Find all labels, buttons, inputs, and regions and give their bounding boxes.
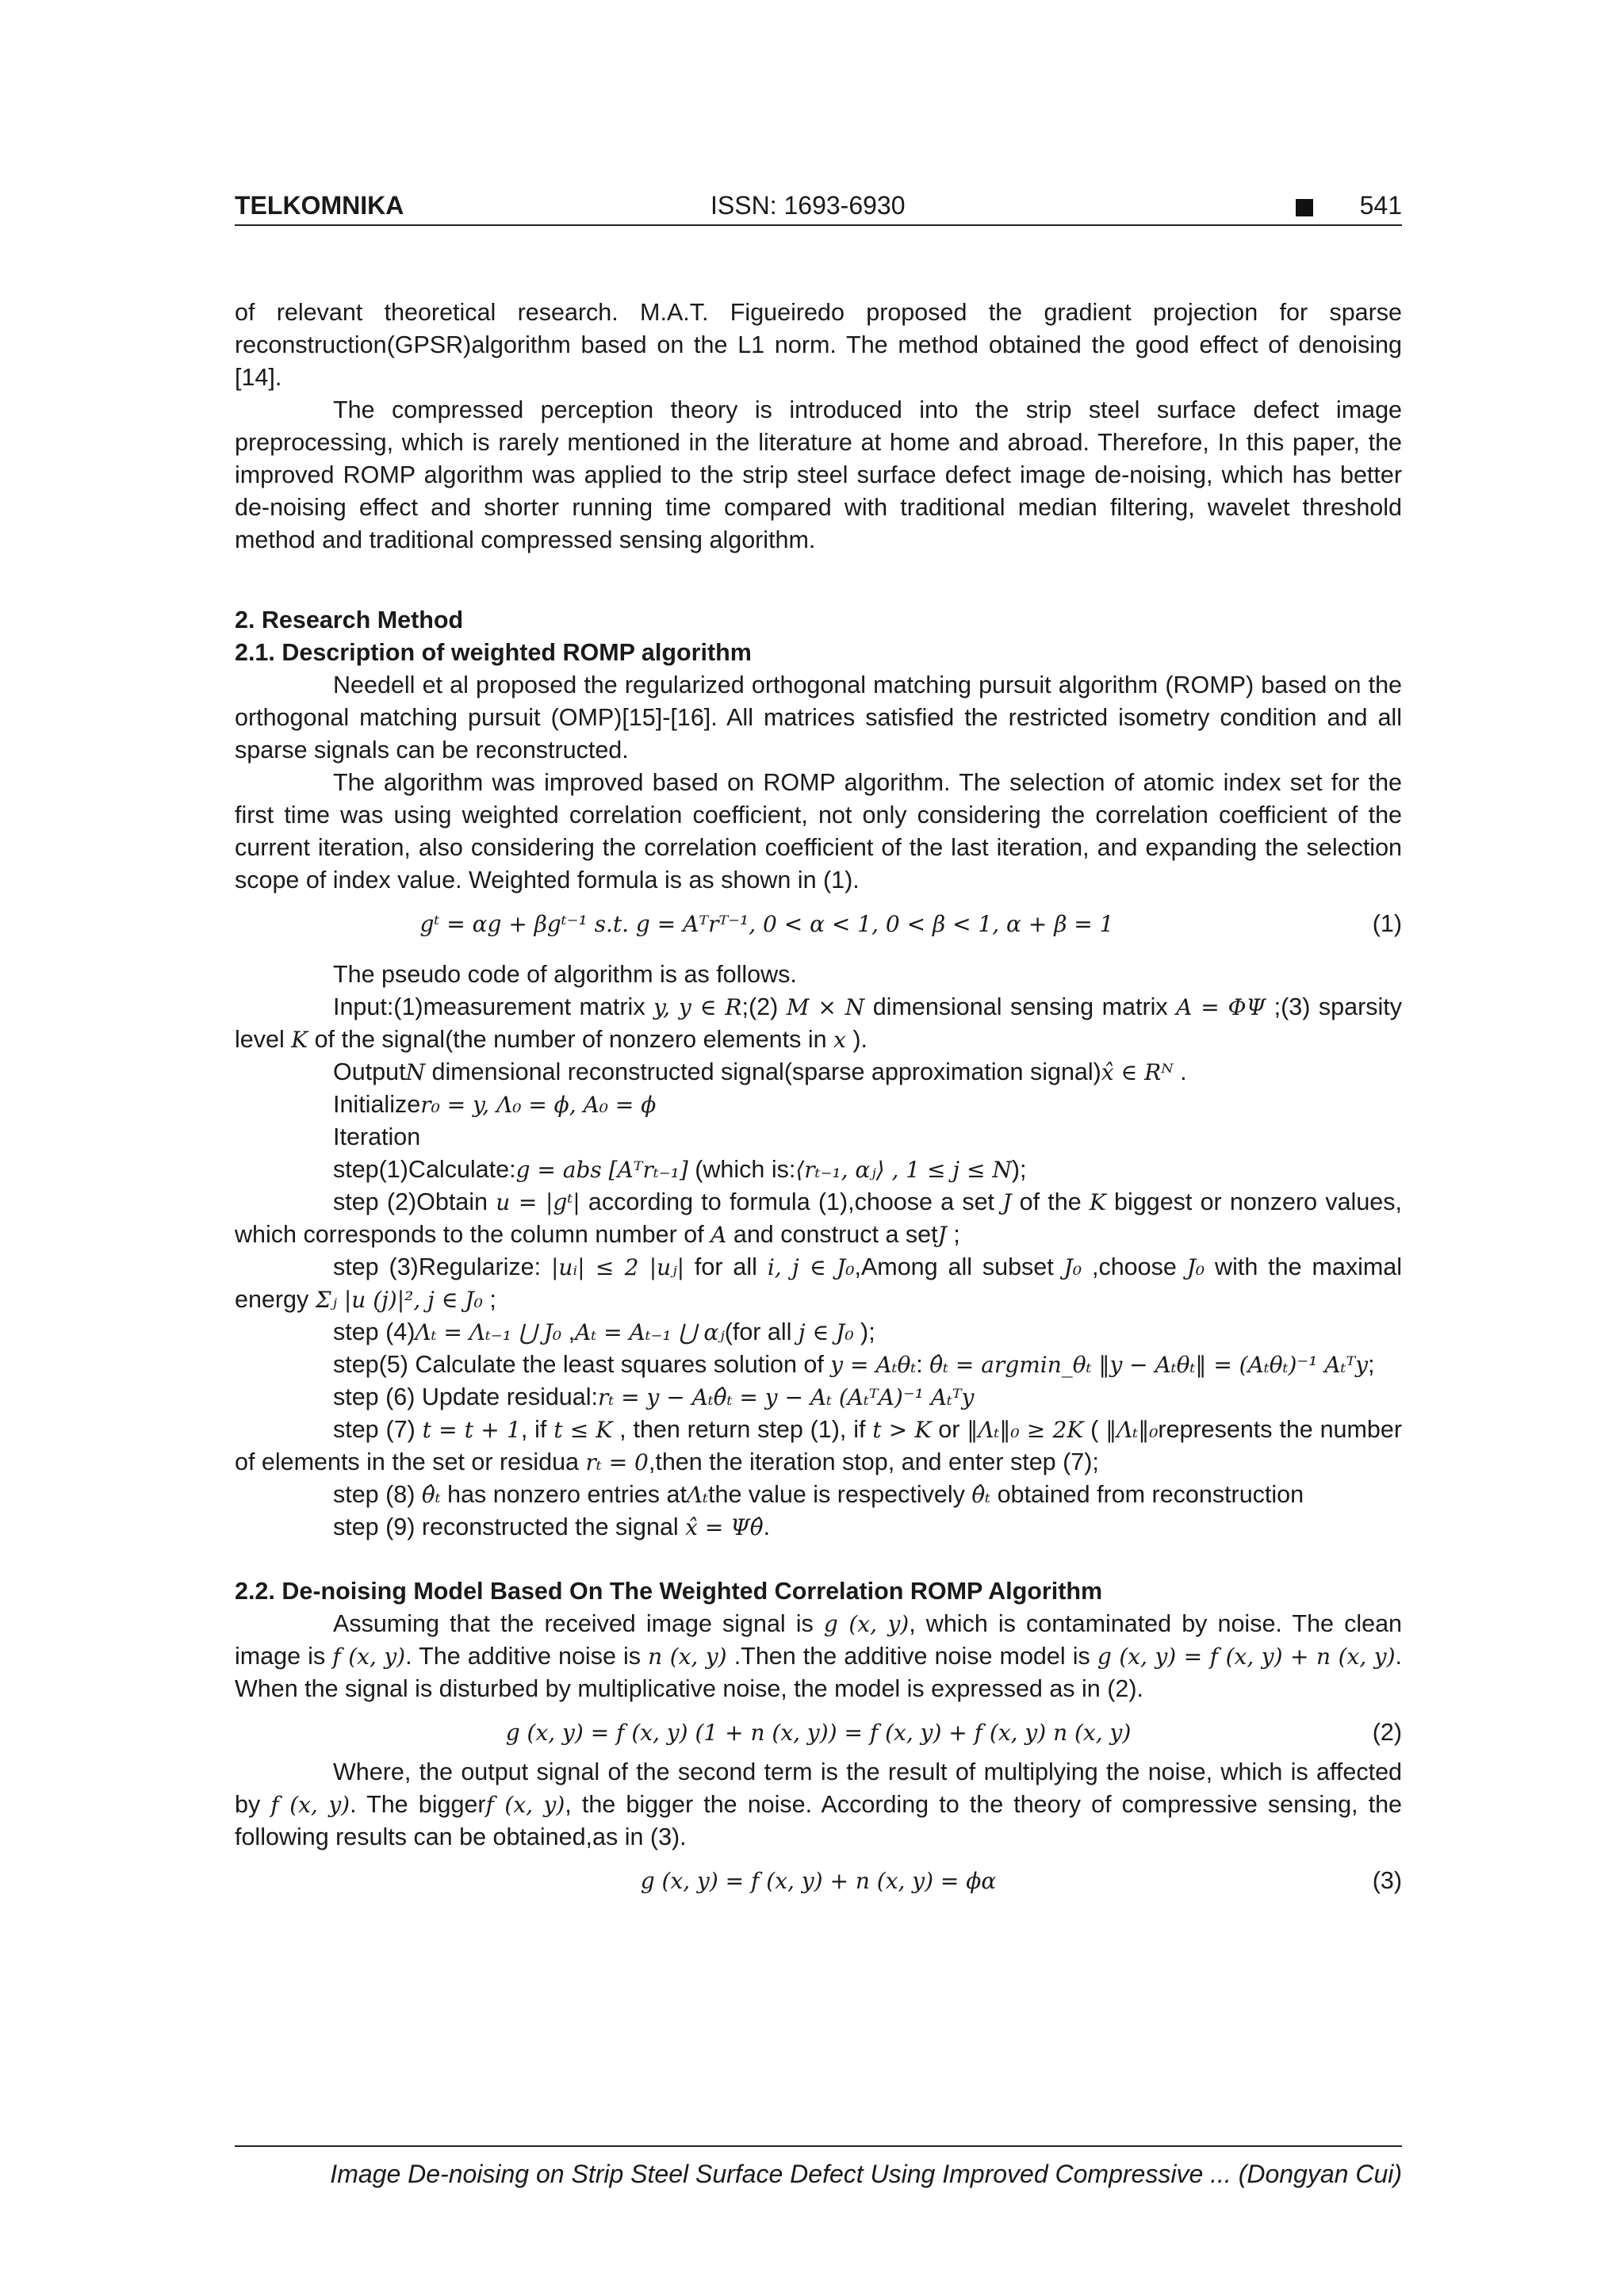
step-5: step(5) Calculate the least squares solution of y = Aₜθₜ: θ̂ₜ = argmin_θₜ ‖y − Aₜθₜ‖ = (Aₜθₜ)⁻¹ Aₜᵀy; xyxy=(333,1351,1375,1378)
step-4: step (4)Λₜ = Λₜ₋₁ ⋃ J₀ ,Aₜ = Aₜ₋₁ ⋃ αⱼ(for all j ∈ J₀ ); xyxy=(333,1318,875,1345)
subsection-heading: 2.2. De-noising Model Based On The Weighted Correlation ROMP Algorithm xyxy=(235,1578,1103,1605)
running-footer xyxy=(235,2145,1402,2188)
step-8: step (8) θ̂ₜ has nonzero entries atΛₜthe value is respectively θ̂ₜ obtained from reconstruction xyxy=(333,1481,1304,1508)
paragraph: The algorithm was improved based on ROMP algorithm. The selection of atomic index set for the first time was using weighted correlation coefficient, not only considering the correlation coefficient of the current iteration, also considering the correlation coefficient of the last iteration, and expanding the selection scope of index value. Weighted formula is as shown in (1). xyxy=(235,769,1402,894)
equation-3 xyxy=(235,1854,1402,1904)
equation-body: g (x, y) = f (x, y) (1 + n (x, y)) = f (x, y) + f (x, y) n (x, y) xyxy=(505,1720,1132,1746)
paragraph: The compressed perception theory is introduced into the strip steel surface defect image preprocessing, which is rarely mentioned in the literature at home and abroad. Therefore, In this paper, the improved ROMP algorithm was applied to the strip steel surface defect image de-noising, which has better de-noising effect and shorter running time compared with traditional median filtering, wavelet threshold method and traditional compressed sensing algorithm. xyxy=(235,396,1402,553)
step-7: step (7) t = t + 1, if t ≤ K , then return step (1), if t > K or ‖Λₜ‖₀ ≥ 2K ( ‖Λₜ‖₀represents the number of elements in the set or residua rₜ = 0,then the iteration stop, and enter step (7); xyxy=(235,1416,1402,1475)
step-9: step (9) reconstructed the signal x̂ = Ψθ̂. xyxy=(333,1513,771,1540)
pseudo-iteration: Iteration xyxy=(333,1123,421,1150)
step-2: step (2)Obtain u = |gᵗ| according to formula (1),choose a set J of the K biggest or nonzero values, which corresponds to the column number of A and construct a setJ ; xyxy=(235,1188,1402,1248)
journal-name: TELKOMNIKA xyxy=(235,191,404,220)
square-icon xyxy=(1296,199,1313,216)
equation-number: (3) xyxy=(1372,1867,1402,1894)
step-6: step (6) Update residual:rₜ = y − Aₜθ̂ₜ = y − Aₜ (AₜᵀA)⁻¹ Aₜᵀy xyxy=(333,1383,975,1410)
pseudo-input: Input:(1)measurement matrix y, y ∈ R;(2) M × N dimensional sensing matrix A = ΦΨ ;(3) sparsity level K of the signal(the number of nonzero elements in x ). xyxy=(235,993,1403,1053)
equation-body: g (x, y) = f (x, y) + n (x, y) = ϕα xyxy=(640,1868,997,1894)
equation-body: gᵗ = αg + βgᵗ⁻¹ s.t. g = Aᵀrᵀ⁻¹, 0 < α < 1, 0 < β < 1, α + β = 1 xyxy=(419,911,1114,937)
step-3: step (3)Regularize: |uᵢ| ≤ 2 |uⱼ| for all i, j ∈ J₀,Among all subset J₀ ,choose J₀ with the maximal energy Σⱼ |u (j)|², j ∈ J₀ ; xyxy=(235,1253,1402,1313)
pseudo-initialize: Initializer₀ = y, Λ₀ = ϕ, A₀ = ϕ xyxy=(333,1091,657,1118)
subsection-heading: 2.1. Description of weighted ROMP algorithm xyxy=(235,639,752,666)
page-number: 541 xyxy=(1359,191,1402,220)
footer-text: Image De-noising on Strip Steel Surface Defect Using Improved Compressive ... (Dongyan Cui) xyxy=(330,2160,1402,2188)
paragraph: of relevant theoretical research. M.A.T. Figueiredo proposed the gradient projection for sparse reconstruction(GPSR)algorithm based on the L1 norm. The method obtained the good effect of denoising [14]. xyxy=(235,299,1402,391)
pseudo-output: OutputN dimensional reconstructed signal(sparse approximation signal)x̂ ∈ Rᴺ . xyxy=(333,1058,1187,1085)
issn: ISSN: 1693-6930 xyxy=(710,191,906,220)
paragraph: Needell et al proposed the regularized orthogonal matching pursuit algorithm (ROMP) based on the orthogonal matching pursuit (OMP)[15]-[16]. All matrices satisfied the restricted isometry condition and all sparse signals can be reconstructed. xyxy=(235,672,1402,763)
step-1: step(1)Calculate:g = abs [Aᵀrₜ₋₁] (which is:⟨rₜ₋₁, αⱼ⟩ , 1 ≤ j ≤ N); xyxy=(333,1156,1027,1183)
section-heading: 2. Research Method xyxy=(235,607,464,633)
paragraph: Where, the output signal of the second term is the result of multiplying the noise, which is affected by f (x, y). The biggerf (x, y), the bigger the noise. According to the theory of compressive sensing, the following results can be obtained,as in (3). xyxy=(235,1758,1403,1850)
equation-number: (2) xyxy=(1372,1719,1402,1746)
body-text xyxy=(235,297,1402,1904)
paragraph: The pseudo code of algorithm is as follows. xyxy=(333,961,797,988)
equation-number: (1) xyxy=(1372,910,1402,937)
equation-2 xyxy=(235,1705,1402,1756)
paragraph: Assuming that the received image signal is g (x, y), which is contaminated by noise. The clean image is f (x, y). The additive noise is n (x, y) .Then the additive noise model is g (x, y) = f (x, y) + n (x, y). When the signal is disturbed by multiplicative noise, the model is expressed as in (2). xyxy=(235,1610,1402,1702)
equation-1 xyxy=(235,897,1402,947)
running-header xyxy=(235,188,1402,226)
